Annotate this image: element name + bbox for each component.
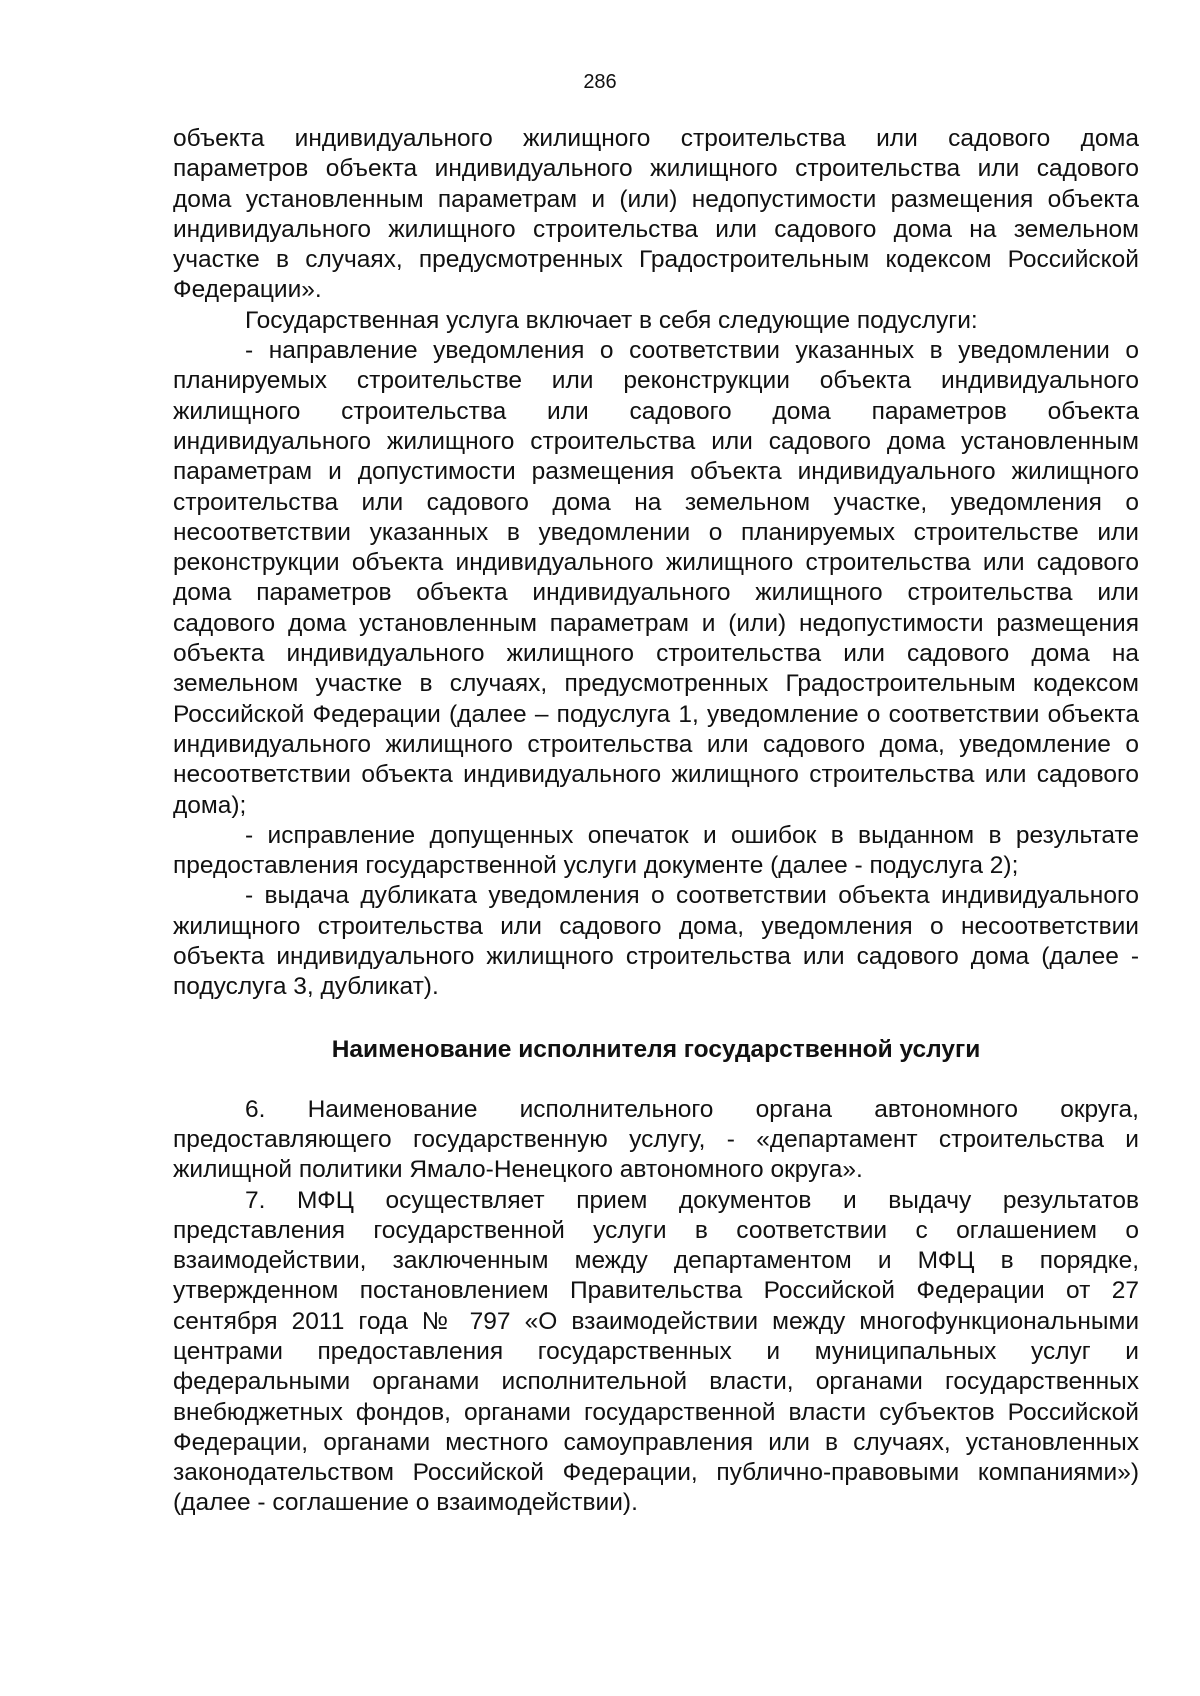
paragraph-subservice-1: - направление уведомления о соответствии указанных в уведомлении о планируемых строительстве или реконструкции объекта индивидуального жилищного строительства или садового дома параметров объекта индивидуального жилищного строительства или садового дома установленным параметрам и допустимости размещения объекта индивидуального жилищного строительства или садового дома на земельном участке, уведомления о несоответствии указанных в уведомлении о планируемых строительстве или реконструкции объекта индивидуального жилищного строительства или садового дома параметров объекта индивидуального жилищного строительства или садового дома установленным параметрам и (или) недопустимости размещения объекта индивидуального жилищного строительства или садового дома на земельном участке в случаях, предусмотренных Градостроительным кодексом Российской Федерации (далее – подуслуга 1, уведомление о соответствии объекта индивидуального жилищного строительства или садового дома, уведомление о несоответствии объекта индивидуального жилищного строительства или садового дома); bbox=[173, 337, 1139, 819]
paragraph-subservice-3: - выдача дубликата уведомления о соответствии объекта индивидуального жилищного строительства или садового дома, уведомления о несоответствии объекта индивидуального жилищного строительства или садового дома (далее - подуслуга 3, дубликат). bbox=[173, 882, 1139, 1001]
paragraph-subservice-2: - исправление допущенных опечаток и ошибок в выданном в результате предоставления государственной услуги документе (далее - подуслуга 2); bbox=[173, 821, 1139, 880]
paragraph-item-7: 7. МФЦ осуществляет прием документов и выдачу результатов представления государственной услуги в соответствии с оглашением о взаимодействии, заключенным между департаментом и МФЦ в порядке, утвержденном постановлением Правительства Российской Федерации от 27 сентября 2011 года № 797 «О взаимодействии между многофункциональными центрами предоставления государственных и муниципальных услуг и федеральными органами исполнительной власти, органами государственных внебюджетных фондов, органами государственной власти субъектов Российской Федерации, органами местного самоуправления или в случаях, установленных законодательством Российской Федерации, публично-правовыми компаниями») (далее - соглашение о взаимодействии). bbox=[173, 1186, 1139, 1517]
paragraph-item-6: 6. Наименование исполнительного органа автономного округа, предоставляющего государственную услугу, - «департамент строительства и жилищной политики Ямало-Ненецкого автономного округа». bbox=[173, 1095, 1139, 1184]
page-number: 286 bbox=[583, 71, 617, 93]
section-heading: Наименование исполнителя государственной услуги bbox=[331, 1035, 981, 1063]
document-body bbox=[173, 124, 1139, 1519]
paragraph-continuation: объекта индивидуального жилищного строительства или садового дома параметров объекта индивидуального жилищного строительства или садового дома установленным параметрам и (или) недопустимости размещения объекта индивидуального жилищного строительства или садового дома на земельном участке в случаях, предусмотренных Градостроительным кодексом Российской Федерации». bbox=[173, 125, 1139, 304]
paragraph-subservices-intro: Государственная услуга включает в себя следующие подуслуги: bbox=[245, 306, 978, 334]
